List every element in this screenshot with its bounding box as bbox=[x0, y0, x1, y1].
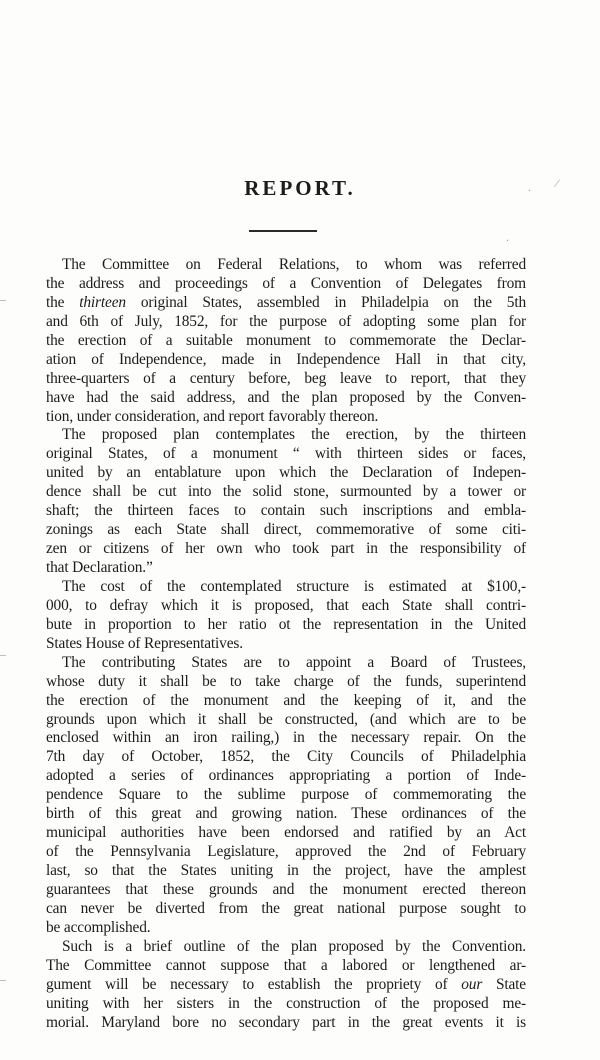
ink-speck: . bbox=[506, 230, 509, 244]
text-line: The Committee cannot suppose that a labored or lengthened ar- bbox=[46, 956, 526, 974]
italic-word: our bbox=[461, 975, 483, 993]
text-line: 000, to defray which it is proposed, that each State shall contri- bbox=[46, 596, 526, 614]
body-text bbox=[46, 256, 526, 1032]
text-line: whose duty it shall be to take charge of the funds, superintend bbox=[46, 672, 526, 690]
text-line: have had the said address, and the plan proposed by the Conven- bbox=[46, 388, 526, 406]
ink-speck: . bbox=[528, 180, 531, 194]
text-line: and 6th of July, 1852, for the purpose of adopting some plan for bbox=[46, 312, 526, 330]
text-line: bute in proportion to her ratio ot the representation in the United bbox=[46, 615, 526, 633]
text-line: that Declaration.” bbox=[46, 559, 153, 576]
text-line: morial. Maryland bore no secondary part in the great events it is bbox=[46, 1013, 526, 1031]
text-line: municipal authorities have been endorsed and ratified by an Act bbox=[46, 824, 526, 842]
text-line: united by an entablature upon which the Declaration of Indepen- bbox=[46, 464, 526, 482]
text-line: The cost of the contemplated structure is estimated at $100,- bbox=[62, 577, 526, 595]
text-line: zen or citizens of her own who took part in the responsibility of bbox=[46, 540, 526, 558]
text-line: three-quarters of a century before, beg leave to report, that they bbox=[46, 369, 526, 387]
text-line: Such is a brief outline of the plan proposed by the Convention. bbox=[62, 937, 526, 955]
ink-speck: ⁄ bbox=[556, 176, 559, 190]
text-line: uniting with her sisters in the construction of the proposed me- bbox=[46, 994, 526, 1012]
text-line: the thirteen original States, assembled in Philadelpia on the 5th bbox=[46, 293, 526, 311]
text-line: last, so that the States uniting in the project, have the amplest bbox=[46, 862, 526, 879]
text-line: original States, of a monument “ with thirteen sides or faces, bbox=[46, 445, 526, 463]
text-line: The Committee on Federal Relations, to whom was referred bbox=[62, 256, 526, 273]
italic-word: thirteen bbox=[79, 293, 126, 311]
page-title: REPORT. bbox=[244, 176, 356, 200]
text-line: shaft; the thirteen faces to contain such inscriptions and embla- bbox=[46, 502, 526, 520]
text-line: be accomplished. bbox=[46, 918, 151, 936]
text-line: the erection of the monument and the keeping of it, and the bbox=[46, 691, 526, 709]
text-line: birth of this great and growing nation. These ordinances of the bbox=[46, 805, 526, 823]
text-line: States House of Representatives. bbox=[46, 634, 243, 652]
text-line: the address and proceedings of a Convention of Delegates from bbox=[46, 274, 526, 292]
text-line: grounds upon which it shall be constructed, (and which are to be bbox=[46, 710, 526, 728]
margin-mark bbox=[0, 655, 6, 656]
text-line: pendence Square to the sublime purpose of commemorating the bbox=[46, 786, 526, 804]
text-line: zonings as each State shall direct, commemorative of some citi- bbox=[46, 521, 526, 539]
title-rule bbox=[249, 230, 317, 232]
margin-mark bbox=[0, 980, 6, 981]
text-line: dence shall be cut into the solid stone, surmounted by a tower or bbox=[46, 483, 526, 501]
text-line: the erection of a suitable monument to commemorate the Declar- bbox=[46, 331, 526, 349]
text-line: of the Pennsylvania Legislature, approved the 2nd of February bbox=[46, 843, 526, 861]
margin-mark bbox=[0, 300, 6, 301]
text-line: 7th day of October, 1852, the City Councils of Philadelphia bbox=[46, 748, 526, 766]
text-line: gument will be necessary to establish the propriety of our State bbox=[46, 975, 526, 993]
text-line: enclosed within an iron railing,) in the necessary repair. On the bbox=[46, 729, 526, 747]
text-line: guarantees that these grounds and the monument erected thereon bbox=[46, 880, 526, 898]
text-line: adopted a series of ordinances appropriating a portion of Inde- bbox=[46, 767, 526, 785]
text-line: The contributing States are to appoint a Board of Trustees, bbox=[62, 653, 526, 671]
text-line: The proposed plan contemplates the erection, by the thirteen bbox=[62, 426, 526, 444]
text-line: can never be diverted from the great national purpose sought to bbox=[46, 899, 526, 917]
text-line: ation of Independence, made in Independence Hall in that city, bbox=[46, 350, 526, 368]
text-line: tion, under consideration, and report favorably thereon. bbox=[46, 407, 379, 425]
